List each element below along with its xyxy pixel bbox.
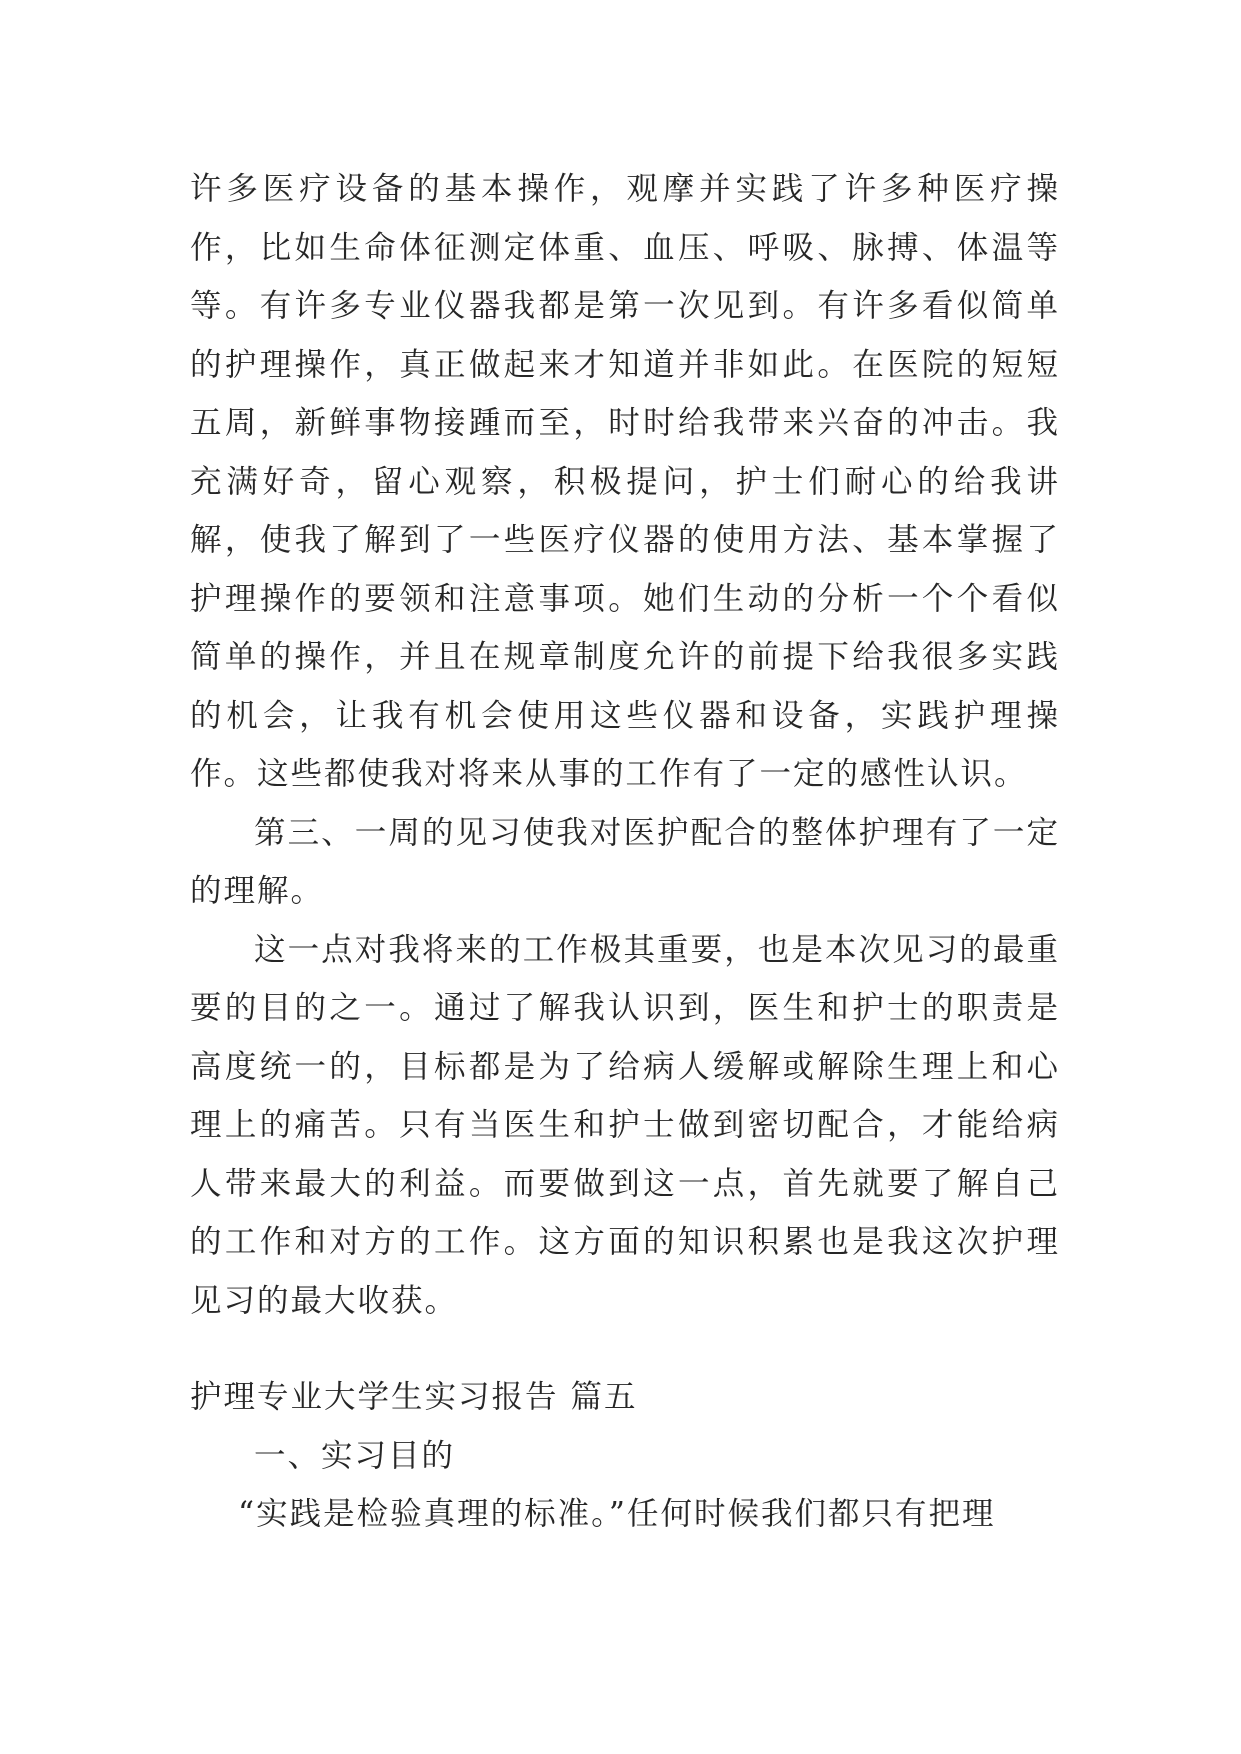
sub-title: 一、实习目的 [254, 1437, 456, 1474]
paragraph-third-point: 第三、一周的见习使我对医护配合的整体护理有了一定的理解。 [190, 814, 1060, 909]
quote-paragraph: “实践是检验真理的标准。”任何时候我们都只有把理 [238, 1496, 996, 1532]
section-five [190, 1368, 1060, 1544]
document-body [190, 160, 1060, 1330]
paragraph-teamwork: 这一点对我将来的工作极其重要，也是本次见习的最重要的目的之一。通过了解我认识到，医生和护士的职责是高度统一的，目标都是为了给病人缓解或解除生理上和心理上的痛苦。只有当医生和护士做到密切配合，才能给病人带来最大的利益。而要做到这一点，首先就要了解自己的工作和对方的工作。这方面的知识积累也是我这次护理见习的最大收获。 [190, 931, 1060, 1319]
paragraph-continued: 许多医疗设备的基本操作，观摩并实践了许多种医疗操作，比如生命体征测定体重、血压、呼吸、脉搏、体温等等。有许多专业仪器我都是第一次见到。有许多看似简单的护理操作，真正做起来才知道并非如此。在医院的短短五周，新鲜事物接踵而至，时时给我带来兴奋的冲击。我充满好奇，留心观察，积极提问，护士们耐心的给我讲解，使我了解到了一些医疗仪器的使用方法、基本掌握了护理操作的要领和注意事项。她们生动的分析一个个看似简单的操作，并且在规章制度允许的前提下给我很多实践的机会，让我有机会使用这些仪器和设备，实践护理操作。这些都使我对将来从事的工作有了一定的感性认识。 [190, 171, 1060, 792]
section-title: 护理专业大学生实习报告 篇五 [190, 1379, 638, 1415]
